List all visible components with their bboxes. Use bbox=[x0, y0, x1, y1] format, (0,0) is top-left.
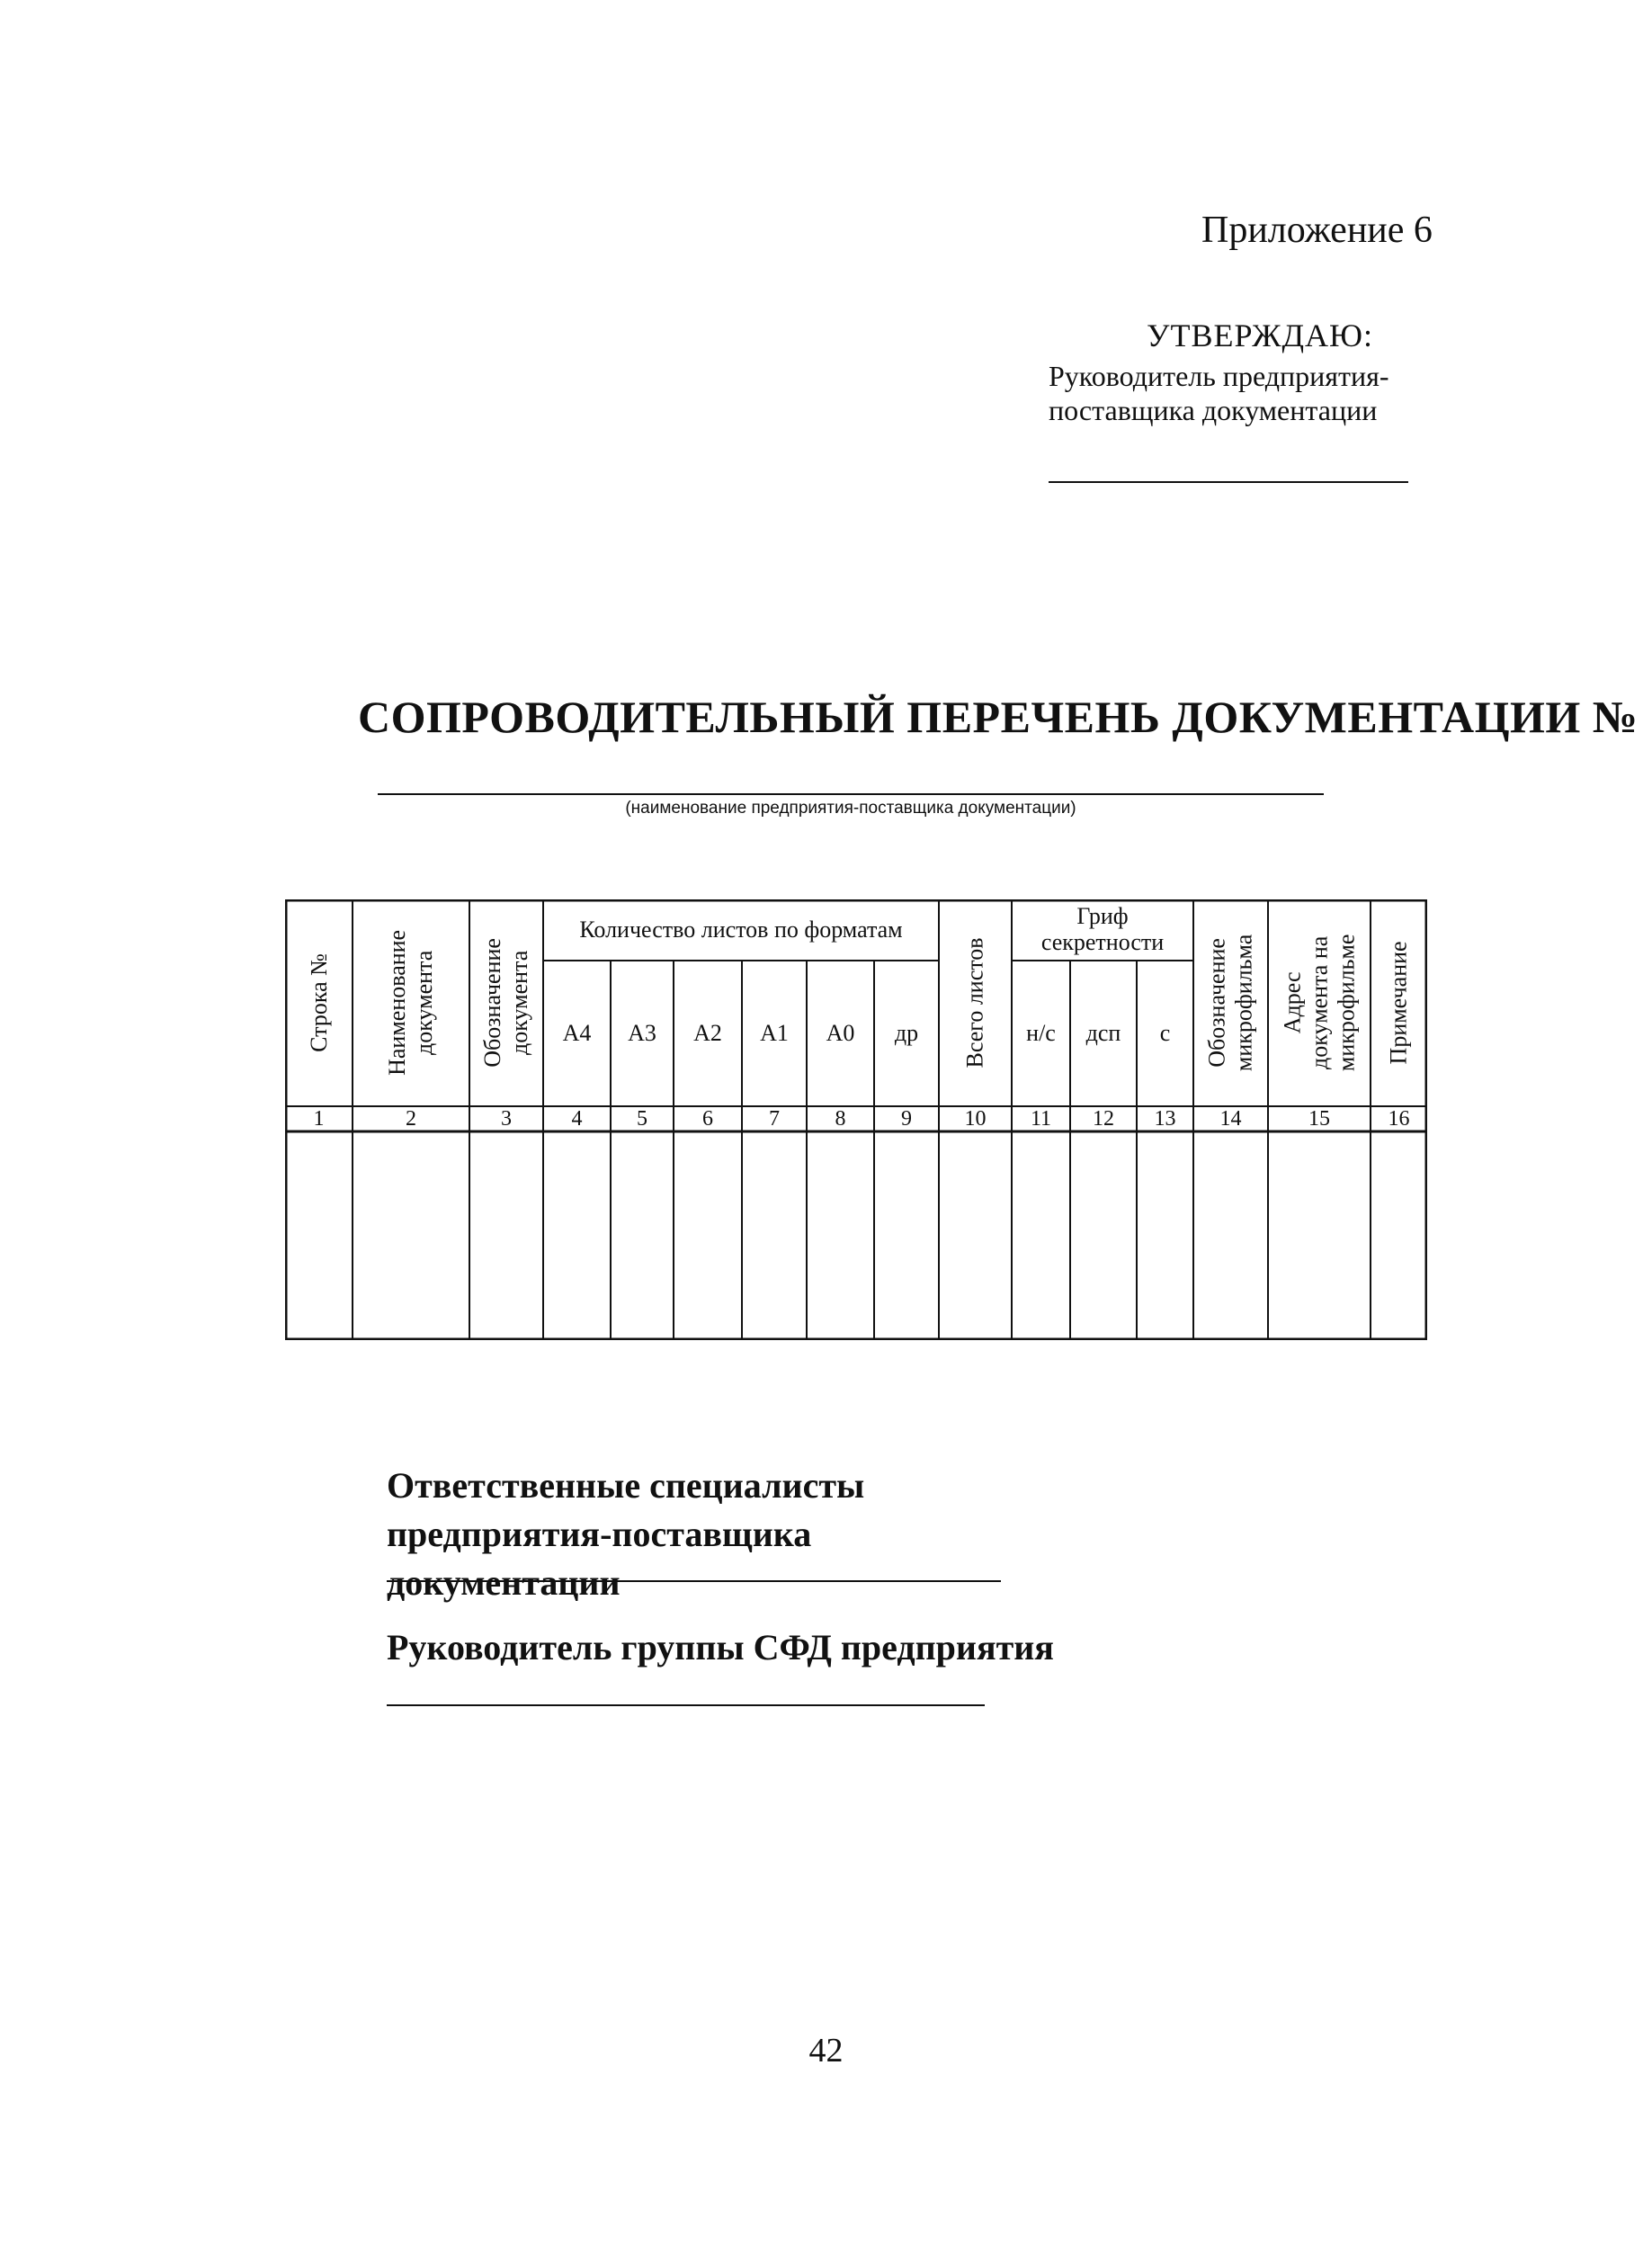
header-secrecy: Гриф секретности bbox=[1040, 903, 1165, 955]
column-number: 16 bbox=[1388, 1106, 1410, 1131]
approval-title: УТВЕРЖДАЮ: bbox=[1147, 317, 1374, 353]
column-number: 2 bbox=[406, 1106, 416, 1131]
column-number: 12 bbox=[1093, 1106, 1114, 1131]
header-format-a0: А0 bbox=[826, 1019, 855, 1046]
documents-table bbox=[285, 899, 1427, 1340]
column-number: 13 bbox=[1154, 1106, 1176, 1131]
document-title: СОПРОВОДИТЕЛЬНЫЙ ПЕРЕЧЕНЬ ДОКУМЕНТАЦИИ № bbox=[358, 692, 1639, 742]
header-row-number: Строка № bbox=[305, 953, 332, 1052]
column-number: 8 bbox=[835, 1106, 846, 1131]
column-number: 1 bbox=[313, 1106, 325, 1131]
supplier-name-caption: (наименование предприятия-поставщика документации) bbox=[625, 799, 1076, 818]
header-total-sheets: Всего листов bbox=[961, 937, 988, 1068]
page-number: 42 bbox=[808, 2032, 844, 2070]
approval-signature-line bbox=[1049, 481, 1408, 483]
column-number: 4 bbox=[571, 1106, 583, 1131]
header-format-a1: А1 bbox=[760, 1019, 789, 1046]
column-number: 14 bbox=[1219, 1106, 1242, 1131]
header-format-a3: А3 bbox=[628, 1019, 656, 1046]
column-number: 9 bbox=[901, 1106, 912, 1131]
header-document-name: Наименование документа bbox=[384, 930, 438, 1076]
header-sheet-count-by-format: Количество листов по форматам bbox=[579, 916, 903, 943]
column-number: 7 bbox=[769, 1106, 780, 1131]
column-number: 3 bbox=[501, 1106, 512, 1131]
responsible-specialists-title: Ответственные специалисты предприятия-поставщика документации bbox=[387, 1465, 865, 1603]
column-number: 5 bbox=[637, 1106, 647, 1131]
header-note: Примечание bbox=[1385, 941, 1412, 1065]
approval-position-line2: поставщика документации bbox=[1049, 394, 1378, 426]
header-secrecy-official-use: дсп bbox=[1085, 1019, 1121, 1046]
header-secrecy-unclassified: н/с bbox=[1026, 1019, 1056, 1046]
responsible-signature-line bbox=[387, 1580, 1001, 1582]
column-number: 10 bbox=[964, 1106, 987, 1131]
header-format-a4: А4 bbox=[562, 1019, 592, 1046]
header-secrecy-secret: с bbox=[1159, 1019, 1171, 1046]
approval-position-line1: Руководитель предприятия- bbox=[1049, 360, 1389, 392]
appendix-label: Приложение 6 bbox=[1201, 210, 1433, 251]
column-number: 15 bbox=[1308, 1106, 1330, 1131]
sfd-head-signature-line bbox=[387, 1704, 985, 1706]
supplier-name-line bbox=[378, 793, 1324, 795]
sfd-group-head-title: Руководитель группы СФД предприятия bbox=[387, 1627, 1054, 1667]
header-format-a2: А2 bbox=[693, 1019, 722, 1046]
column-number: 11 bbox=[1030, 1106, 1052, 1131]
header-microfilm-address: Адрес документа на микрофильме bbox=[1279, 934, 1359, 1072]
header-format-other: др bbox=[894, 1019, 919, 1046]
column-number: 6 bbox=[702, 1106, 713, 1131]
header-microfilm-designation: Обозначение микрофильма bbox=[1203, 934, 1257, 1072]
header-document-designation: Обозначение документа bbox=[479, 938, 532, 1068]
